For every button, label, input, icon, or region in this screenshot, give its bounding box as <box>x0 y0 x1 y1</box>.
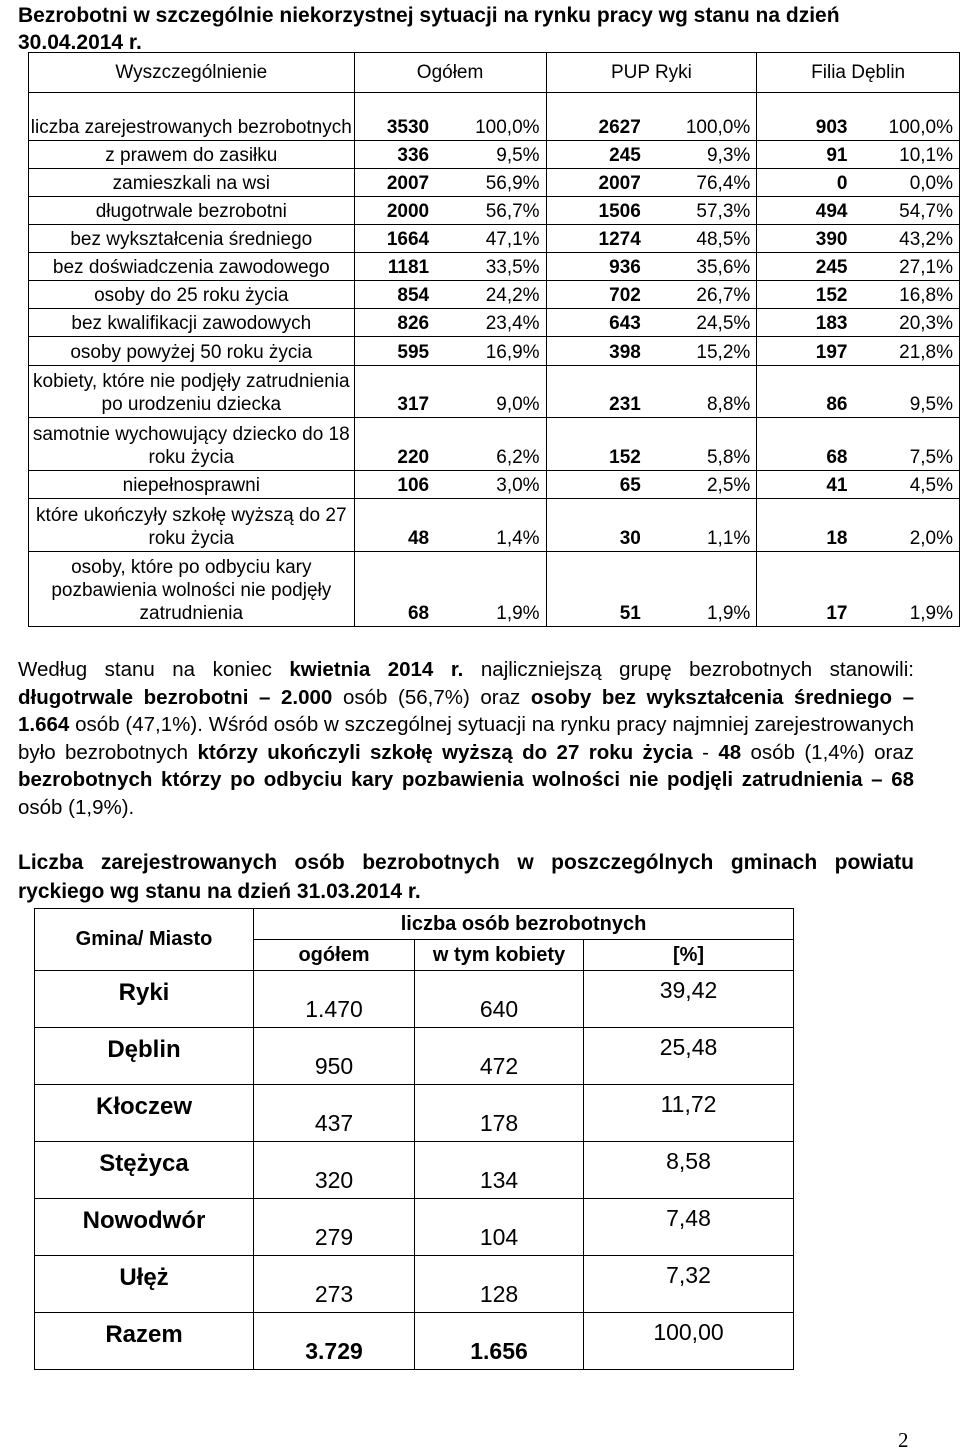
filia-percent-cell: 16,8% <box>853 281 959 309</box>
percent-cell: 7,48 <box>584 1199 794 1256</box>
gminy-table <box>34 908 794 1370</box>
table-row <box>35 1142 794 1199</box>
pup-percent-cell: 26,7% <box>647 281 757 309</box>
filia-percent-cell: 43,2% <box>853 225 959 253</box>
pup-percent-cell: 15,2% <box>647 337 757 366</box>
women-unemployed-cell: 640 <box>415 971 584 1028</box>
total-count-cell: 68 <box>354 552 435 627</box>
pup-percent-cell: 1,9% <box>647 552 757 627</box>
filia-percent-cell: 27,1% <box>853 253 959 281</box>
total-count-cell: 317 <box>354 366 435 418</box>
filia-count-cell: 91 <box>757 141 854 169</box>
total-count-cell: 854 <box>354 281 435 309</box>
pup-count-cell: 245 <box>546 141 647 169</box>
filia-count-cell: 17 <box>757 552 854 627</box>
table-row <box>35 1085 794 1142</box>
table-row <box>29 281 960 309</box>
table-row <box>29 197 960 225</box>
category-cell: bez wykształcenia średniego <box>29 225 355 253</box>
table-row <box>35 971 794 1028</box>
category-cell: osoby powyżej 50 roku życia <box>29 337 355 366</box>
header-cell-gmina: Gmina/ Miasto <box>35 909 254 971</box>
pup-percent-cell: 8,8% <box>647 366 757 418</box>
table-row <box>29 337 960 366</box>
filia-percent-cell: 2,0% <box>853 499 959 552</box>
percent-cell: 25,48 <box>584 1028 794 1085</box>
gmina-name-cell: Dęblin <box>35 1028 254 1085</box>
total-percent-cell: 24,2% <box>435 281 546 309</box>
situation-table <box>28 52 960 627</box>
total-percent-cell: 3,0% <box>435 471 546 499</box>
total-count-cell: 595 <box>354 337 435 366</box>
total-count-cell: 220 <box>354 418 435 471</box>
table-row <box>35 1028 794 1085</box>
total-percent-cell: 56,7% <box>435 197 546 225</box>
total-count-cell: 48 <box>354 499 435 552</box>
pup-count-cell: 231 <box>546 366 647 418</box>
total-percent-cell: 1,4% <box>435 499 546 552</box>
header-cell-category: Wyszczególnienie <box>29 53 355 93</box>
pup-count-cell: 702 <box>546 281 647 309</box>
filia-count-cell: 197 <box>757 337 854 366</box>
pup-count-cell: 152 <box>546 418 647 471</box>
filia-count-cell: 494 <box>757 197 854 225</box>
page-heading: Bezrobotni w szczególnie niekorzystnej sytuacji na rynku pracy wg stanu na dzień 30.04.2014 r. <box>18 4 840 54</box>
total-percent-cell: 23,4% <box>435 309 546 337</box>
pup-percent-cell: 76,4% <box>647 169 757 197</box>
filia-count-cell: 245 <box>757 253 854 281</box>
category-cell: liczba zarejestrowanych bezrobotnych <box>29 93 355 141</box>
table-row <box>29 366 960 418</box>
total-percent-cell: 56,9% <box>435 169 546 197</box>
total-unemployed-cell: 437 <box>254 1085 415 1142</box>
total-percent-cell: 47,1% <box>435 225 546 253</box>
header-cell-filia-deblin: Filia Dęblin <box>757 53 960 93</box>
percent-cell: 7,32 <box>584 1256 794 1313</box>
filia-percent-cell: 100,0% <box>853 93 959 141</box>
percent-cell: 8,58 <box>584 1142 794 1199</box>
pup-count-cell: 51 <box>546 552 647 627</box>
total-percent-cell: 16,9% <box>435 337 546 366</box>
total-percent-cell: 1,9% <box>435 552 546 627</box>
pup-percent-cell: 1,1% <box>647 499 757 552</box>
category-cell: z prawem do zasiłku <box>29 141 355 169</box>
category-cell: które ukończyły szkołę wyższą do 27 roku życia <box>29 499 355 552</box>
filia-count-cell: 903 <box>757 93 854 141</box>
category-cell: osoby, które po odbyciu kary pozbawienia wolności nie podjęły zatrudnienia <box>29 552 355 627</box>
pup-count-cell: 398 <box>546 337 647 366</box>
total-count-cell: 2000 <box>354 197 435 225</box>
filia-count-cell: 152 <box>757 281 854 309</box>
total-count-cell: 1181 <box>354 253 435 281</box>
table-row <box>35 1256 794 1313</box>
gmina-name-cell: Razem <box>35 1313 254 1370</box>
header-cell-percent: [%] <box>584 940 794 971</box>
table-row <box>29 141 960 169</box>
total-unemployed-cell: 320 <box>254 1142 415 1199</box>
header-cell-group: liczba osób bezrobotnych <box>254 909 794 940</box>
filia-percent-cell: 9,5% <box>853 366 959 418</box>
summary-paragraph: Według stanu na koniec kwietnia 2014 r. najliczniejszą grupę bezrobotnych stanowili: długotrwale bezrobotni – 2.000 osób (56,7%) oraz osoby bez wykształcenia średniego – 1.664 osób (47,1%). Wśród osób w szczególnej sytuacji na rynku pracy najmniej zarejestrowanych było bezrobotnych którzy ukończyli szkołę wyższą do 27 roku życia - 48 osób (1,4%) oraz bezrobotnych którzy po odbyciu kary pozbawienia wolności nie podjęli zatrudnienia – 68 osób (1,9%). <box>18 658 914 819</box>
percent-cell: 100,00 <box>584 1313 794 1370</box>
table-row <box>29 309 960 337</box>
total-unemployed-cell: 273 <box>254 1256 415 1313</box>
pup-count-cell: 65 <box>546 471 647 499</box>
total-percent-cell: 6,2% <box>435 418 546 471</box>
filia-count-cell: 183 <box>757 309 854 337</box>
total-percent-cell: 100,0% <box>435 93 546 141</box>
women-unemployed-cell: 178 <box>415 1085 584 1142</box>
pup-percent-cell: 48,5% <box>647 225 757 253</box>
pup-count-cell: 1506 <box>546 197 647 225</box>
header-cell-kobiety: w tym kobiety <box>415 940 584 971</box>
table-row <box>29 169 960 197</box>
header-cell-pup-ryki: PUP Ryki <box>546 53 757 93</box>
filia-count-cell: 86 <box>757 366 854 418</box>
percent-cell: 39,42 <box>584 971 794 1028</box>
pup-count-cell: 643 <box>546 309 647 337</box>
pup-percent-cell: 9,3% <box>647 141 757 169</box>
filia-percent-cell: 4,5% <box>853 471 959 499</box>
women-unemployed-cell: 1.656 <box>415 1313 584 1370</box>
women-unemployed-cell: 128 <box>415 1256 584 1313</box>
pup-count-cell: 2007 <box>546 169 647 197</box>
category-cell: niepełnosprawni <box>29 471 355 499</box>
pup-percent-cell: 2,5% <box>647 471 757 499</box>
total-unemployed-cell: 279 <box>254 1199 415 1256</box>
category-cell: bez kwalifikacji zawodowych <box>29 309 355 337</box>
total-count-cell: 3530 <box>354 93 435 141</box>
gmina-name-cell: Ryki <box>35 971 254 1028</box>
filia-percent-cell: 1,9% <box>853 552 959 627</box>
filia-percent-cell: 20,3% <box>853 309 959 337</box>
table-row <box>29 93 960 141</box>
pup-percent-cell: 24,5% <box>647 309 757 337</box>
women-unemployed-cell: 134 <box>415 1142 584 1199</box>
table-row <box>29 418 960 471</box>
page-number: 2 <box>898 1428 909 1452</box>
total-count-cell: 826 <box>354 309 435 337</box>
pup-percent-cell: 100,0% <box>647 93 757 141</box>
category-cell: zamieszkali na wsi <box>29 169 355 197</box>
filia-count-cell: 18 <box>757 499 854 552</box>
table-row <box>29 552 960 627</box>
percent-cell: 11,72 <box>584 1085 794 1142</box>
category-cell: samotnie wychowujący dziecko do 18 roku życia <box>29 418 355 471</box>
pup-percent-cell: 57,3% <box>647 197 757 225</box>
women-unemployed-cell: 104 <box>415 1199 584 1256</box>
total-unemployed-cell: 1.470 <box>254 971 415 1028</box>
total-count-cell: 1664 <box>354 225 435 253</box>
total-count-cell: 336 <box>354 141 435 169</box>
pup-count-cell: 2627 <box>546 93 647 141</box>
table-row <box>29 253 960 281</box>
pup-count-cell: 30 <box>546 499 647 552</box>
gmina-name-cell: Kłoczew <box>35 1085 254 1142</box>
category-cell: osoby do 25 roku życia <box>29 281 355 309</box>
filia-percent-cell: 0,0% <box>853 169 959 197</box>
filia-percent-cell: 7,5% <box>853 418 959 471</box>
total-count-cell: 2007 <box>354 169 435 197</box>
table-row <box>35 1313 794 1370</box>
table-row <box>35 1199 794 1256</box>
pup-count-cell: 936 <box>546 253 647 281</box>
category-cell: bez doświadczenia zawodowego <box>29 253 355 281</box>
women-unemployed-cell: 472 <box>415 1028 584 1085</box>
pup-count-cell: 1274 <box>546 225 647 253</box>
gmina-name-cell: Ułęż <box>35 1256 254 1313</box>
filia-count-cell: 41 <box>757 471 854 499</box>
table-row <box>29 471 960 499</box>
total-unemployed-cell: 3.729 <box>254 1313 415 1370</box>
section-heading-gminy: Liczba zarejestrowanych osób bezrobotnych w poszczególnych gminach powiatu ryckiego wg stanu na dzień 31.03.2014 r. <box>18 851 914 903</box>
filia-count-cell: 68 <box>757 418 854 471</box>
total-unemployed-cell: 950 <box>254 1028 415 1085</box>
table-row <box>29 499 960 552</box>
header-cell-total: Ogółem <box>354 53 546 93</box>
header-cell-ogolem: ogółem <box>254 940 415 971</box>
total-percent-cell: 9,5% <box>435 141 546 169</box>
filia-count-cell: 390 <box>757 225 854 253</box>
filia-count-cell: 0 <box>757 169 854 197</box>
total-percent-cell: 9,0% <box>435 366 546 418</box>
table-row <box>29 225 960 253</box>
pup-percent-cell: 35,6% <box>647 253 757 281</box>
filia-percent-cell: 10,1% <box>853 141 959 169</box>
gmina-name-cell: Stężyca <box>35 1142 254 1199</box>
category-cell: długotrwale bezrobotni <box>29 197 355 225</box>
filia-percent-cell: 54,7% <box>853 197 959 225</box>
gmina-name-cell: Nowodwór <box>35 1199 254 1256</box>
filia-percent-cell: 21,8% <box>853 337 959 366</box>
total-count-cell: 106 <box>354 471 435 499</box>
table-header-row <box>29 53 960 93</box>
category-cell: kobiety, które nie podjęły zatrudnienia po urodzeniu dziecka <box>29 366 355 418</box>
pup-percent-cell: 5,8% <box>647 418 757 471</box>
total-percent-cell: 33,5% <box>435 253 546 281</box>
